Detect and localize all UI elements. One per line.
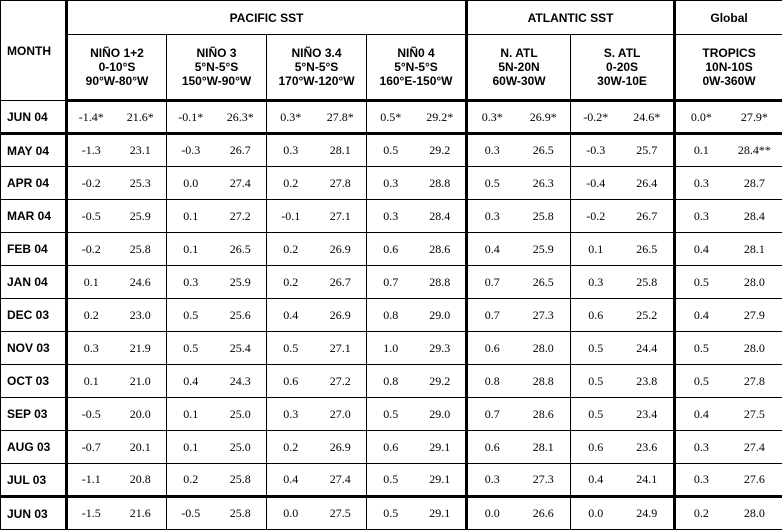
sst-cell: 25.6 [215, 299, 267, 332]
sst-cell: 28.4** [727, 134, 782, 167]
anomaly-cell: 0.4 [167, 365, 215, 398]
anomaly-cell: 0.1 [675, 134, 727, 167]
sst-cell: 24.3 [215, 365, 267, 398]
anomaly-cell: 0.5 [367, 497, 415, 530]
sst-cell: 28.8 [517, 365, 571, 398]
anomaly-cell: -0.2 [67, 233, 115, 266]
sst-cell: 26.7 [315, 266, 367, 299]
anomaly-cell: 0.5 [675, 266, 727, 299]
sst-cell: 26.6 [517, 497, 571, 530]
table-row [1, 167, 782, 200]
month-cell: APR 04 [1, 167, 67, 200]
anomaly-cell: 0.3* [467, 101, 517, 134]
region-lon: 0W-360W [702, 74, 756, 88]
anomaly-cell: 0.5 [267, 332, 315, 365]
sst-cell: 21.0 [115, 365, 167, 398]
anomaly-cell: 0.5* [367, 101, 415, 134]
sst-cell: 24.6* [621, 101, 675, 134]
region-lat: 10N-10S [705, 60, 753, 74]
anomaly-cell: -1.3 [67, 134, 115, 167]
month-cell: DEC 03 [1, 299, 67, 332]
anomaly-cell: 0.6 [367, 431, 415, 464]
sst-cell: 23.6 [621, 431, 675, 464]
anomaly-cell: -0.2 [67, 167, 115, 200]
sst-cell: 25.7 [621, 134, 675, 167]
region-name: TROPICS [702, 46, 756, 60]
anomaly-cell: 0.3 [675, 200, 727, 233]
sst-cell: 25.9 [517, 233, 571, 266]
month-cell: NOV 03 [1, 332, 67, 365]
sst-cell: 29.3 [415, 332, 467, 365]
anomaly-cell: -0.1* [167, 101, 215, 134]
anomaly-cell: 0.2 [267, 266, 315, 299]
sst-cell: 27.0 [315, 398, 367, 431]
sst-cell: 28.0 [727, 332, 782, 365]
sst-cell: 21.6* [115, 101, 167, 134]
region-lon: 160°E-150°W [379, 74, 453, 88]
table-row [1, 365, 782, 398]
sst-cell: 20.8 [115, 464, 167, 497]
anomaly-cell: 0.3 [571, 266, 621, 299]
sst-cell: 25.0 [215, 398, 267, 431]
sst-cell: 29.0 [415, 299, 467, 332]
anomaly-cell: 0.4 [675, 299, 727, 332]
sst-cell: 23.0 [115, 299, 167, 332]
table-row [1, 101, 782, 134]
region-lat: 5N-20N [498, 60, 540, 74]
anomaly-cell: 0.5 [675, 365, 727, 398]
anomaly-cell: 0.4 [267, 464, 315, 497]
anomaly-cell: 0.1 [67, 365, 115, 398]
month-column-header: MONTH [1, 1, 67, 101]
anomaly-cell: 0.5 [675, 332, 727, 365]
sst-cell: 27.6 [727, 464, 782, 497]
sst-cell: 29.1 [415, 431, 467, 464]
month-cell: MAY 04 [1, 134, 67, 167]
anomaly-cell: 0.0 [467, 497, 517, 530]
sst-cell: 27.3 [517, 464, 571, 497]
sst-cell: 26.7 [621, 200, 675, 233]
sst-cell: 27.2 [315, 365, 367, 398]
sst-cell: 29.2* [415, 101, 467, 134]
anomaly-cell: 0.4 [675, 233, 727, 266]
anomaly-cell: 0.5 [467, 167, 517, 200]
sst-cell: 20.0 [115, 398, 167, 431]
sst-cell: 25.8 [215, 464, 267, 497]
sst-cell: 25.4 [215, 332, 267, 365]
month-cell: JAN 04 [1, 266, 67, 299]
anomaly-cell: 0.1 [67, 266, 115, 299]
sst-cell: 26.9 [315, 299, 367, 332]
month-cell: SEP 03 [1, 398, 67, 431]
sst-cell: 26.9 [315, 233, 367, 266]
sst-cell: 26.3 [517, 167, 571, 200]
region-lon: 150°W-90°W [181, 74, 252, 88]
anomaly-cell: 0.1 [167, 233, 215, 266]
sst-cell: 24.9 [621, 497, 675, 530]
month-cell: JUN 04 [1, 101, 67, 134]
region-name: NIÑ0 4 [397, 46, 435, 60]
anomaly-cell: 0.5 [367, 464, 415, 497]
anomaly-cell: 0.3 [267, 134, 315, 167]
table-row [1, 266, 782, 299]
sst-cell: 28.6 [517, 398, 571, 431]
sst-cell: 26.9* [517, 101, 571, 134]
anomaly-cell: 0.3 [267, 398, 315, 431]
sst-cell: 24.6 [115, 266, 167, 299]
anomaly-cell: 1.0 [367, 332, 415, 365]
sst-cell: 27.2 [215, 200, 267, 233]
sst-cell: 28.1 [517, 431, 571, 464]
sst-cell: 27.5 [727, 398, 782, 431]
anomaly-cell: 0.1 [167, 200, 215, 233]
region-header [675, 35, 782, 101]
sst-cell: 21.9 [115, 332, 167, 365]
region-name: S. ATL [603, 46, 641, 60]
anomaly-cell: -1.1 [67, 464, 115, 497]
pacific-sst-header: PACIFIC SST [67, 1, 467, 35]
sst-cell: 28.4 [415, 200, 467, 233]
sst-cell: 23.8 [621, 365, 675, 398]
sst-cell: 26.7 [215, 134, 267, 167]
anomaly-cell: 0.2 [267, 431, 315, 464]
anomaly-cell: 0.5 [571, 398, 621, 431]
table-row [1, 200, 782, 233]
anomaly-cell: 0.3 [675, 464, 727, 497]
region-header [571, 35, 675, 101]
region-lat: 0-20S [606, 60, 639, 74]
sst-cell: 25.9 [115, 200, 167, 233]
anomaly-cell: -0.5 [67, 200, 115, 233]
region-header-row [1, 35, 782, 101]
sst-cell: 23.4 [621, 398, 675, 431]
anomaly-cell: -1.4* [67, 101, 115, 134]
sst-cell: 23.1 [115, 134, 167, 167]
anomaly-cell: 0.3 [367, 167, 415, 200]
month-cell: MAR 04 [1, 200, 67, 233]
table-row [1, 332, 782, 365]
region-name: N. ATL [500, 46, 538, 60]
anomaly-cell: 0.5 [167, 299, 215, 332]
table-row [1, 497, 782, 530]
anomaly-cell: 0.2 [267, 167, 315, 200]
sst-cell: 21.6 [115, 497, 167, 530]
anomaly-cell: 0.4 [571, 464, 621, 497]
region-lat: 0-10°S [98, 60, 136, 74]
table-row [1, 464, 782, 497]
sst-cell: 28.7 [727, 167, 782, 200]
sst-cell: 27.8 [727, 365, 782, 398]
anomaly-cell: -0.2* [571, 101, 621, 134]
sst-cell: 24.1 [621, 464, 675, 497]
sst-cell: 25.8 [215, 497, 267, 530]
sst-cell: 28.0 [727, 266, 782, 299]
global-header: Global [675, 1, 782, 35]
month-cell: FEB 04 [1, 233, 67, 266]
region-lon: 90°W-80°W [85, 74, 149, 88]
anomaly-cell: -0.5 [67, 398, 115, 431]
anomaly-cell: 0.5 [367, 134, 415, 167]
anomaly-cell: 0.6 [467, 431, 517, 464]
anomaly-cell: 0.3 [67, 332, 115, 365]
region-lat: 5°N-5°S [294, 60, 339, 74]
anomaly-cell: 0.0* [675, 101, 727, 134]
sst-cell: 27.8* [315, 101, 367, 134]
sst-cell: 28.8 [415, 266, 467, 299]
sst-cell: 27.9 [727, 299, 782, 332]
anomaly-cell: 0.6 [571, 299, 621, 332]
month-cell: JUL 03 [1, 464, 67, 497]
sst-cell: 25.2 [621, 299, 675, 332]
table-row [1, 299, 782, 332]
sst-cell: 28.1 [727, 233, 782, 266]
month-cell: JUN 03 [1, 497, 67, 530]
sst-cell: 26.3* [215, 101, 267, 134]
sst-cell: 29.2 [415, 134, 467, 167]
anomaly-cell: -0.2 [571, 200, 621, 233]
anomaly-cell: 0.3 [675, 167, 727, 200]
anomaly-cell: 0.8 [367, 365, 415, 398]
anomaly-cell: 0.4 [675, 398, 727, 431]
atlantic-sst-header: ATLANTIC SST [467, 1, 675, 35]
anomaly-cell: 0.1 [571, 233, 621, 266]
anomaly-cell: 0.7 [467, 398, 517, 431]
sst-cell: 29.2 [415, 365, 467, 398]
sst-cell: 25.8 [517, 200, 571, 233]
anomaly-cell: -0.3 [571, 134, 621, 167]
region-header [467, 35, 571, 101]
sst-cell: 25.8 [621, 266, 675, 299]
anomaly-cell: 0.1 [167, 398, 215, 431]
sst-cell: 27.8 [315, 167, 367, 200]
sst-cell: 20.1 [115, 431, 167, 464]
anomaly-cell: -0.1 [267, 200, 315, 233]
sst-cell: 27.9* [727, 101, 782, 134]
anomaly-cell: 0.3 [467, 464, 517, 497]
sst-cell: 27.4 [727, 431, 782, 464]
anomaly-cell: -0.7 [67, 431, 115, 464]
sst-cell: 28.0 [727, 497, 782, 530]
sst-cell: 27.3 [517, 299, 571, 332]
anomaly-cell: 0.1 [167, 431, 215, 464]
sst-cell: 27.1 [315, 332, 367, 365]
anomaly-cell: -0.4 [571, 167, 621, 200]
sst-cell: 27.4 [315, 464, 367, 497]
region-name: NIÑO 3.4 [291, 46, 342, 60]
sst-cell: 25.8 [115, 233, 167, 266]
month-cell: AUG 03 [1, 431, 67, 464]
sst-cell: 26.5 [621, 233, 675, 266]
sst-cell: 25.3 [115, 167, 167, 200]
anomaly-cell: 0.3 [167, 266, 215, 299]
region-header [67, 35, 167, 101]
anomaly-cell: 0.5 [367, 398, 415, 431]
anomaly-cell: -0.3 [167, 134, 215, 167]
region-header [267, 35, 367, 101]
table-body [1, 101, 782, 530]
anomaly-cell: 0.2 [167, 464, 215, 497]
sst-cell: 26.9 [315, 431, 367, 464]
anomaly-cell: 0.0 [267, 497, 315, 530]
sst-cell: 26.5 [517, 266, 571, 299]
sst-cell: 27.4 [215, 167, 267, 200]
sst-cell: 29.0 [415, 398, 467, 431]
anomaly-cell: 0.6 [571, 431, 621, 464]
anomaly-cell: 0.7 [367, 266, 415, 299]
sst-cell: 26.5 [215, 233, 267, 266]
anomaly-cell: -0.5 [167, 497, 215, 530]
anomaly-cell: -1.5 [67, 497, 115, 530]
anomaly-cell: 0.3 [467, 200, 517, 233]
anomaly-cell: 0.0 [167, 167, 215, 200]
anomaly-cell: 0.5 [571, 365, 621, 398]
sst-cell: 24.4 [621, 332, 675, 365]
table-row [1, 431, 782, 464]
sst-cell: 25.0 [215, 431, 267, 464]
anomaly-cell: 0.4 [267, 299, 315, 332]
group-header-row [1, 1, 782, 35]
region-header [367, 35, 467, 101]
sst-cell: 25.9 [215, 266, 267, 299]
anomaly-cell: 0.6 [367, 233, 415, 266]
table-row [1, 233, 782, 266]
anomaly-cell: 0.6 [467, 332, 517, 365]
anomaly-cell: 0.7 [467, 266, 517, 299]
sst-cell: 29.1 [415, 497, 467, 530]
anomaly-cell: 0.0 [571, 497, 621, 530]
anomaly-cell: 0.2 [675, 497, 727, 530]
region-lat: 5°N-5°S [194, 60, 239, 74]
anomaly-cell: 0.5 [167, 332, 215, 365]
anomaly-cell: 0.5 [571, 332, 621, 365]
anomaly-cell: 0.2 [267, 233, 315, 266]
anomaly-cell: 0.3 [467, 134, 517, 167]
anomaly-cell: 0.2 [67, 299, 115, 332]
region-name: NIÑO 3 [196, 46, 237, 60]
anomaly-cell: 0.3 [367, 200, 415, 233]
sst-cell: 27.1 [315, 200, 367, 233]
sst-cell: 27.5 [315, 497, 367, 530]
sst-cell: 28.1 [315, 134, 367, 167]
sst-cell: 26.5 [517, 134, 571, 167]
anomaly-cell: 0.3* [267, 101, 315, 134]
region-header [167, 35, 267, 101]
sst-cell: 29.1 [415, 464, 467, 497]
region-name: NIÑO 1+2 [90, 46, 144, 60]
anomaly-cell: 0.3 [675, 431, 727, 464]
sst-cell: 28.6 [415, 233, 467, 266]
region-lon: 30W-10E [597, 74, 647, 88]
anomaly-cell: 0.8 [467, 365, 517, 398]
anomaly-cell: 0.8 [367, 299, 415, 332]
sst-cell: 28.8 [415, 167, 467, 200]
region-lat: 5°N-5°S [394, 60, 438, 74]
anomaly-cell: 0.6 [267, 365, 315, 398]
anomaly-cell: 0.4 [467, 233, 517, 266]
sst-cell: 26.4 [621, 167, 675, 200]
table-row [1, 134, 782, 167]
region-lon: 60W-30W [492, 74, 546, 88]
region-lon: 170°W-120°W [278, 74, 355, 88]
anomaly-cell: 0.7 [467, 299, 517, 332]
table-row [1, 398, 782, 431]
sst-cell: 28.4 [727, 200, 782, 233]
month-cell: OCT 03 [1, 365, 67, 398]
sst-cell: 28.0 [517, 332, 571, 365]
